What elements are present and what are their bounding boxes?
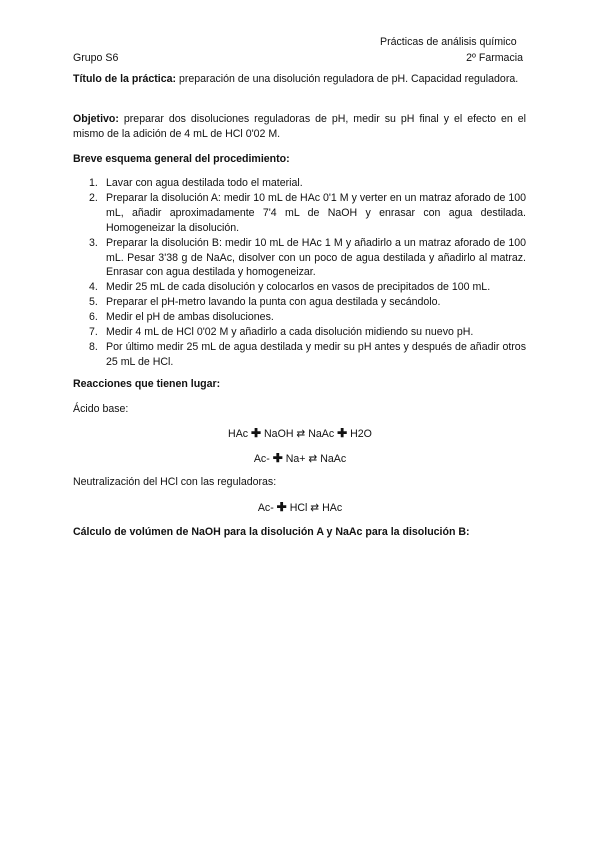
plus-icon: ✚: [337, 426, 348, 440]
list-item: [73, 280, 526, 295]
step-text: Por último medir 25 mL de agua destilada y medir su pH antes y después de añadir otros 25 mL de HCl.: [106, 340, 526, 368]
header-group: Grupo S6: [73, 52, 119, 64]
equation-2: [0, 451, 600, 465]
reactions-heading: Reacciones que tienen lugar:: [73, 378, 221, 390]
eq3-product-c: HAc: [322, 502, 343, 514]
step-number: 2.: [89, 191, 98, 204]
equilibrium-arrow-icon: ⇄: [296, 428, 306, 440]
acid-base-label: Ácido base:: [73, 403, 129, 415]
objective: [73, 112, 526, 142]
eq3-reactant-a: Ac-: [257, 502, 274, 514]
step-text: Medir 25 mL de cada disolución y colocarlos en vasos de precipitados de 100 mL.: [106, 281, 491, 294]
list-item: [73, 176, 526, 191]
practice-title: [73, 72, 526, 87]
procedure-steps: [73, 176, 526, 370]
list-item: [73, 310, 526, 325]
procedure-heading: Breve esquema general del procedimiento:: [73, 153, 290, 165]
equation-1: [0, 426, 600, 440]
equation-3: [0, 500, 600, 514]
list-item: [73, 236, 526, 281]
step-number: 6.: [89, 311, 98, 324]
equilibrium-arrow-icon: ⇄: [308, 453, 318, 465]
calculation-heading: Cálculo de volúmen de NaOH para la disolución A y NaAc para la disolución B:: [73, 526, 470, 538]
practice-title-text: preparación de una disolución reguladora de pH. Capacidad reguladora.: [176, 73, 519, 85]
eq3-reactant-b: HCl: [289, 502, 308, 514]
step-text: Preparar la disolución A: medir 10 mL de HAc 0'1 M y verter en un matraz aforado de 100 mL, añadir aproximadamente 7'4 mL de NaOH y enrasar con agua destilada. Homogeneizar la disolución.: [106, 191, 526, 234]
header-subject: Prácticas de análisis químico: [380, 36, 517, 48]
step-number: 7.: [89, 326, 98, 339]
eq2-reactant-a: Ac-: [253, 453, 270, 465]
eq1-product-c: NaAc: [308, 428, 335, 440]
eq2-product-c: NaAc: [320, 453, 347, 465]
plus-icon: ✚: [272, 451, 283, 465]
eq2-reactant-b: Na+: [285, 453, 306, 465]
list-item: [73, 295, 526, 310]
eq1-product-d: H2O: [350, 428, 372, 440]
plus-icon: ✚: [276, 500, 287, 514]
step-number: 1.: [89, 177, 98, 189]
neutralization-label: Neutralización del HCl con las reguladoras:: [73, 476, 277, 488]
eq1-reactant-a: HAc: [228, 428, 249, 440]
list-item: [73, 340, 526, 370]
header-course: 2º Farmacia: [466, 52, 523, 64]
objective-text: preparar dos disoluciones reguladoras de pH, medir su pH final y el efecto en el mismo de la adición de 4 mL de HCl 0'02 M.: [73, 113, 526, 141]
list-item: [73, 325, 526, 340]
practice-title-label: Título de la práctica:: [73, 73, 177, 85]
step-number: 8.: [89, 340, 98, 353]
equilibrium-arrow-icon: ⇄: [310, 502, 320, 514]
step-number: 3.: [89, 236, 98, 249]
step-text: Medir 4 mL de HCl 0'02 M y añadirlo a cada disolución midiendo su nuevo pH.: [106, 326, 474, 339]
step-text: Lavar con agua destilada todo el material.: [106, 177, 303, 189]
step-number: 4.: [89, 281, 98, 294]
step-text: Medir el pH de ambas disoluciones.: [106, 311, 274, 324]
step-number: 5.: [89, 296, 98, 309]
plus-icon: ✚: [251, 426, 262, 440]
list-item: [73, 191, 526, 236]
objective-label: Objetivo:: [73, 113, 119, 125]
eq1-reactant-b: NaOH: [264, 428, 294, 440]
step-text: Preparar la disolución B: medir 10 mL de HAc 1 M y añadirlo a un matraz aforado de 100 mL. Pesar 3'38 g de NaAc, disolver con un poco de agua destilada y añadirlo al matraz. Enrasar con agua destilada y homogeneizar.: [106, 236, 526, 279]
step-text: Preparar el pH-metro lavando la punta con agua destilada y secándolo.: [106, 296, 441, 309]
